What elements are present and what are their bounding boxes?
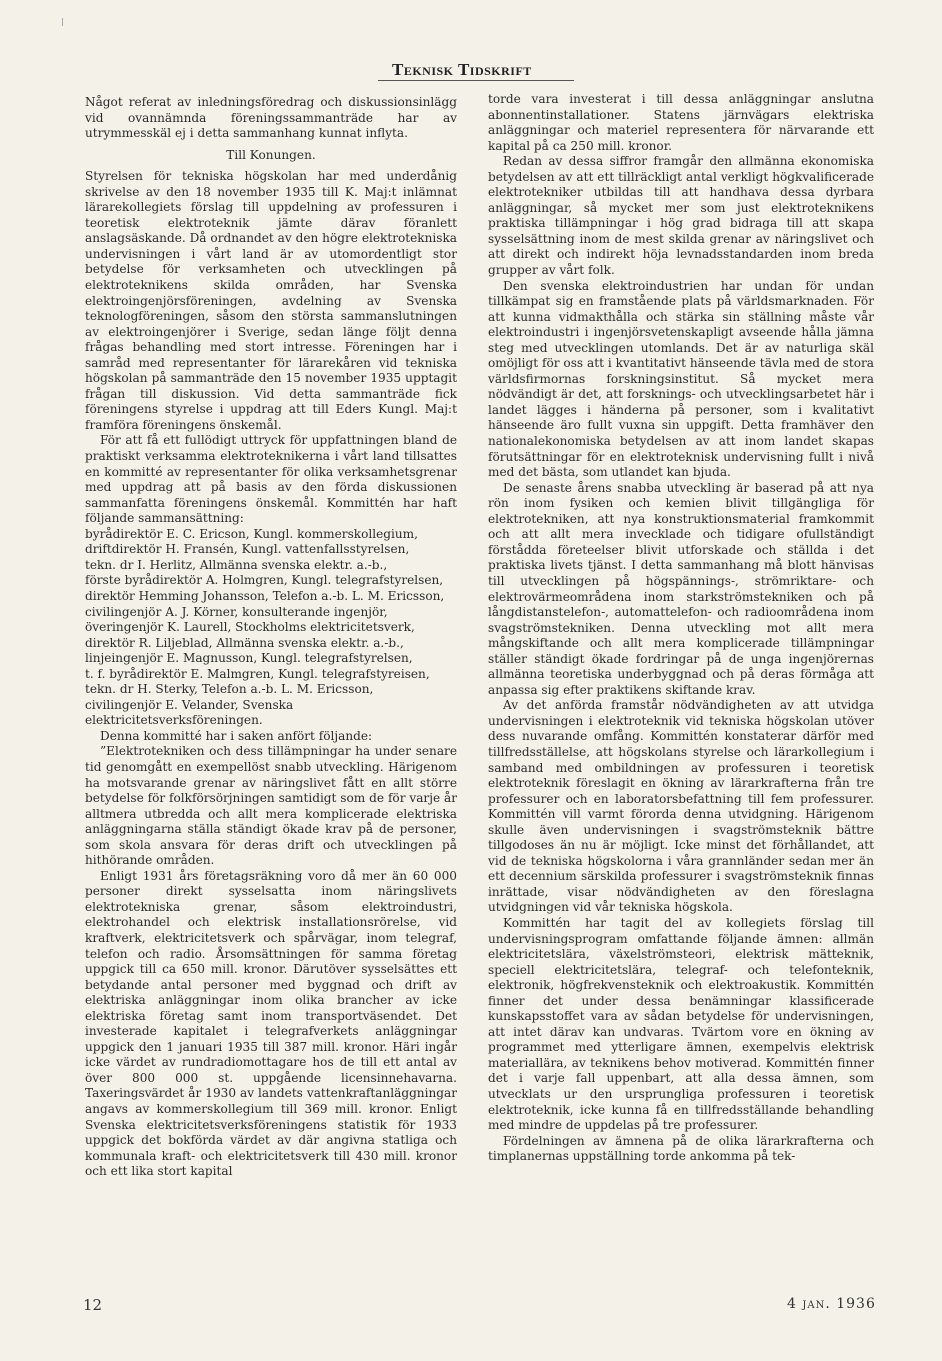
committee-member: driftdirektör H. Fransén, Kungl. vattenfallsstyrelsen,: [85, 542, 410, 557]
body-paragraph: Kommittén har tagit del av kollegiets förslag till undervisningsprogram omfattande följande ämnen: allmän elektricitetslära, växelströmsteori, elektrisk mätteknik, speciell elektricitetslära, telegraf- och telefonteknik, elektronik, högfrekvensteknik och elektroakustik. Kommittén finner det under dessa benämningar klassificerade kunskapsstoffet vara av sådan betydelse för undervisningen, att intet därav kan undvaras. Tvärtom vore en ökning av programmet med ytterligare ämnen, exempelvis elektrisk materiallära, av teknikens behov motiverad. Kommittén finner det i varje fall uppenbart, att alla dessa ämnen, som utvecklats ur den ursprungliga professuren i teoretisk elektroteknik, icke kunna få en tillfredsställande behandling med mindre de uppdelas på tre professurer.: [488, 915, 874, 1133]
committee-member: tekn. dr I. Herlitz, Allmänna svenska elektr. a.-b.,: [85, 557, 388, 572]
committee-member-list: [85, 527, 457, 729]
committee-member: civilingenjör E. Velander, Svenska elektricitetsverksföreningen.: [85, 697, 294, 728]
committee-member: t. f. byrådirektör E. Malmgren, Kungl. telegrafstyreisen,: [85, 666, 430, 681]
body-paragraph: Fördelningen av ämnena på de olika lärarkrafterna och timplanernas uppställning torde ankomma på tek-: [488, 1133, 874, 1164]
scan-mark: [62, 18, 63, 26]
body-paragraph: Denna kommitté har i saken anfört följande:: [100, 728, 373, 743]
committee-member: tekn. dr H. Sterky, Telefon a.-b. L. M. Ericsson,: [85, 682, 374, 697]
body-paragraph: Den svenska elektroindustrien har undan för undan tillkämpat sig en framstående plats på världsmarknaden. För att kunna vidmakthålla och stärka sin ställning måste vår elektroindustri i ingenjörsvetenskapligt avseende hålla jämna steg med utvecklingen utomlands. Det är av naturliga skäl omöjligt för oss att i kvantitativt hänseende tävla med de stora världsfirmornas forskningsinstitut. Så mycket mera nödvändigt är det, att forsknings- och utvecklingsarbetet här i landet lägges i händerna på personer, som i kvalitativt hänseende äro fullt vuxna sin uppgift. Detta framhäver den nationalekonomiska betydelsen av att inom landet skapas förutsättningar för en elektroteknisk undervisning fullt i nivå med det bästa, som utlandet kan bjuda.: [488, 278, 874, 480]
body-paragraph: De senaste årens snabba utveckling är baserad på att nya rön inom fysiken och kemien blivit tillgängliga för elektrotekniken, att nya konstruktionsmaterial framkommit och att allt mera invecklade och tidigare ofullständigt förstådda företeelser blivit utforskade och ställda i det praktiska livets tjänst. I detta sammanhang må blott hänvisas till utvecklingen på högspännings-, strömriktare- och elektrovärmeområdena inom starkströmstekniken och på långdistanstelefon-, automattelefon- och radioområdena inom svagströmstekniken. Denna utveckling mot allt mera mångskiftande och allt mera komplicerade tillämpningar ställer ständigt ökade fordringar på de unga ingenjörernas allmänna teoretiska underbyggnad och på deras förmåga att anpassa sig efter praktikens skiftande krav.: [488, 480, 874, 697]
quote-paragraph: ”Elektrotekniken och dess tillämpningar ha under senare tid genomgått en exempellöst snabb utveckling. Härigenom ha motsvarande grenar av näringslivet fått en allt större betydelse för folkförsörjningen samtidigt som de för varje år alltmera utbredda och allt mera komplicerade elektriska anläggningarna ställa ständigt ökade krav på de personer, som skola ansvara för deras drift och utvecklingen på hithörande områden.: [85, 744, 457, 868]
body-paragraph: Styrelsen för tekniska högskolan har med underdånig skrivelse av den 18 november 1935 till K. Maj:t inlämnat lärarekollegiets förslag till uppdelning av professuren i teoretisk elektroteknik jämte därav föranlett anslagsäskande. Då ordnandet av den högre elektrotekniska undervisningen i vårt land är av utomordentligt stor betydelse för verksamheten och utvecklingen på elektroteknikens skilda områden, har Svenska elektroingenjörsföreningen, avdelning av Svenska teknologföreningen, såsom den största sammanslutningen av elektroingenjörer i Sverige, sedan länge följt denna frågas behandling med stort intresse. Föreningen har i samråd med representanter för lärarekåren vid tekniska högskolan på sammanträde den 15 november 1935 upptagit frågan till diskussion. Vid detta sammanträde fick föreningens styrelse i uppdrag att till Eders Kungl. Maj:t framföra föreningens önskemål.: [85, 169, 457, 432]
left-column: [85, 95, 457, 1283]
body-paragraph: För att få ett fullödigt uttryck för uppfattningen bland de praktiskt verksamma elektroteknikerna i vårt land tillsattes en kommitté av representanter för olika verksamhetsgrenar med uppdrag att på basis av den förda diskussionen sammanfatta föreningens önskemål. Kommittén har haft följande sammansättning:: [85, 433, 457, 526]
committee-member: direktör R. Liljeblad, Allmänna svenska elektr. a.-b.,: [85, 635, 404, 650]
committee-member: överingenjör K. Laurell, Stockholms elektricitetsverk,: [85, 620, 415, 635]
body-paragraph: Av det anförda framstår nödvändigheten av att utvidga undervisningen i elektroteknik vid tekniska högskolan utöver dess nuvarande omfång. Kommittén konstaterar därför med tillfredsställelse, att högskolans styrelse och lärarkollegium i samband med ombildningen av professuren i teoretisk elektroteknik föreslagit en ökning av lärarkrafterna från tre professurer och en laboratorsbefattning till fem professurer. Kommittén vill varmt förorda denna utvidgning. Härigenom skulle även undervisningen i svagströmsteknik bättre tillgodoses än nu är möjligt. Icke minst det förhållandet, att vid de tekniska högskolorna i våra grannländer sedan mer än ett decennium särskilda professurer i svagströmsteknik finnas inrättade, visar nödvändigheten av den föreslagna utvidgningen vid vår tekniska högskola.: [488, 698, 874, 915]
address-heading: Till Konungen.: [226, 147, 316, 162]
body-paragraph: Redan av dessa siffror framgår den allmänna ekonomiska betydelsen av att ett tillräckligt antal verkligt högkvalificerade elektrotekniker utbildas till att handhava dessa dyrbara anläggningar, så mycket mer som just elektroteknikens praktiska tillämpningar i hög grad bidraga till att skapa sysselsättning inom de mest skilda grenar av näringslivet och att direkt och indirekt höja levnadsstandarden inom breda grupper av vårt folk.: [488, 154, 874, 278]
body-paragraph: Enligt 1931 års företagsräkning voro då mer än 60 000 personer direkt sysselsatta inom näringslivets elektrotekniska grenar, såsom elektroindustri, elektrohandel och elektrisk installationsrörelse, vid kraftverk, elektricitetsverk och spårvägar, inom telegraf, telefon och radio. Årsomsättningen för samma företag uppgick till ca 650 mill. kronor. Därutöver sysselsättes ett betydande antal personer med byggnad och drift av elektriska anläggningar inom olika brancher av icke elektriska företag samt inom transportväsendet. Det investerade kapitalet i telegrafverkets anläggningar uppgick den 1 januari 1935 till 387 mill. kronor. Häri ingår icke värdet av rundradiomottagare hos de till ett antal av över 800 000 st. uppgående licensinnehavarna. Taxeringsvärdet år 1930 av landets vattenkraftanläggningar angavs av kommerskollegium till 369 mill. kronor. Enligt Svenska elektricitetsverksföreningens statistik för 1933 uppgick det bokförda värdet av där angivna statliga och kommunala kraft- och elektricitetsverk till 430 mill. kronor och ett lika stort kapital: [85, 868, 457, 1179]
right-column: [488, 92, 874, 1282]
committee-member: förste byrådirektör A. Holmgren, Kungl. telegrafstyrelsen,: [85, 573, 444, 588]
issue-date: 4 jan. 1936: [787, 1296, 876, 1312]
committee-member: linjeingenjör E. Magnusson, Kungl. telegrafstyrelsen,: [85, 651, 413, 666]
committee-member: direktör Hemming Johansson, Telefon a.-b. L. M. Ericsson,: [85, 588, 445, 603]
header-rule: [378, 80, 574, 81]
body-paragraph: torde vara investerat i till dessa anläggningar anslutna abonnentinstallationer. Statens järnvägars elektriska anläggningar och materiel representera för närvarande ett kapital på ca 250 mill. kronor.: [488, 92, 874, 153]
intro-paragraph: Något referat av inledningsföredrag och diskussionsinlägg vid ovannämnda föreningssammanträde har av utrymmesskäl ej i detta sammanhang kunnat inflyta.: [85, 95, 457, 141]
committee-member: byrådirektör E. C. Ericson, Kungl. kommerskollegium,: [85, 526, 418, 541]
journal-title: Teknisk Tidskrift: [392, 60, 532, 79]
page-number: 12: [83, 1296, 103, 1314]
committee-member: civilingenjör A. J. Körner, konsulterande ingenjör,: [85, 604, 388, 619]
